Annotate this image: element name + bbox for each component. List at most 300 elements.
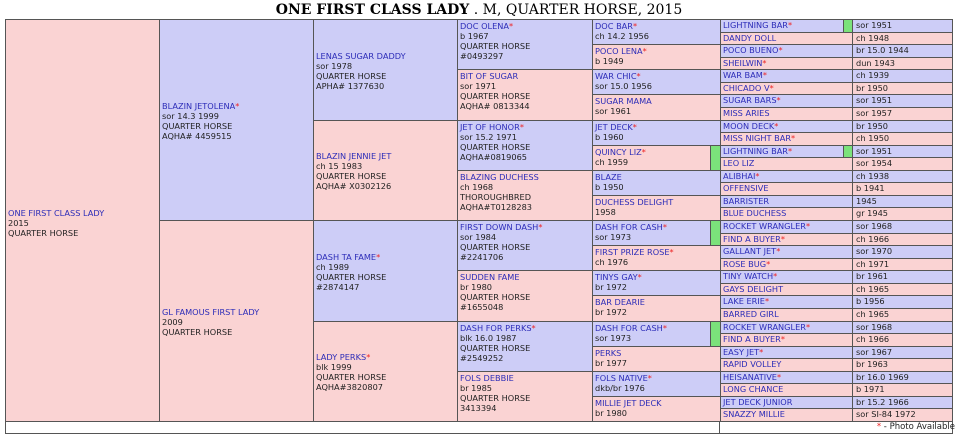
horse-detail-cell: b 1971 xyxy=(852,383,953,397)
photo-star-icon: * xyxy=(531,323,536,333)
gen6-horse-cell xyxy=(720,295,853,309)
horse-info xyxy=(460,373,590,413)
photo-star-icon: * xyxy=(759,347,764,357)
gen6-horse-cell xyxy=(720,69,853,83)
horse-detail-cell: 1945 xyxy=(852,195,953,208)
horse-info xyxy=(460,122,590,162)
horse-detail-cell: ch 1939 xyxy=(852,69,953,83)
gen4-horse-cell xyxy=(457,321,593,372)
photo-star-icon: * xyxy=(776,95,781,105)
photo-star-icon: * xyxy=(788,20,793,30)
horse-info xyxy=(316,151,391,191)
horse-detail-cell: sor 1957 xyxy=(852,107,953,121)
gen3-horse-cell xyxy=(313,120,458,221)
gen5-horse-cell xyxy=(592,321,721,347)
photo-star-icon: * xyxy=(508,21,514,31)
horse-name-link[interactable]: PERKS xyxy=(595,348,622,358)
photo-star-icon: * xyxy=(636,71,641,81)
horse-name-link[interactable]: DANDY DOLL xyxy=(723,33,777,43)
horse-info xyxy=(595,398,718,418)
horse-name-link[interactable]: LAKE ERIE xyxy=(723,296,765,306)
left-border xyxy=(5,421,6,434)
bottom-border xyxy=(5,433,953,434)
gen6-horse-cell xyxy=(720,207,853,221)
horse-detail-line: b 1967 xyxy=(460,31,489,41)
horse-name-link[interactable]: FOLS DEBBIE xyxy=(460,373,514,383)
horse-detail-cell: br 1950 xyxy=(852,82,953,95)
horse-detail-line: QUARTER HORSE xyxy=(460,142,531,152)
photo-star-icon: * xyxy=(662,222,667,232)
horse-detail-cell: sor 1967 xyxy=(852,346,953,359)
horse-detail-cell: dun 1943 xyxy=(852,57,953,70)
horse-detail-line: br 1972 xyxy=(595,282,628,292)
horse-name-link[interactable]: SHEILWIN xyxy=(723,58,763,68)
horse-name-link[interactable]: OFFENSIVE xyxy=(723,183,769,193)
horse-name-link[interactable]: LONG CHANCE xyxy=(723,384,784,394)
photo-star-icon: * xyxy=(366,352,371,362)
horse-name-link[interactable]: LENAS SUGAR DADDY xyxy=(316,51,406,61)
horse-name-line xyxy=(595,46,718,56)
horse-detail-line: QUARTER HORSE xyxy=(316,372,387,382)
horse-detail-line: sor 1971 xyxy=(460,81,497,91)
horse-detail-cell: sor 1951 xyxy=(852,19,953,33)
horse-detail-cell: ch 1965 xyxy=(852,308,953,322)
horse-name-link[interactable]: TINY WATCH xyxy=(723,271,774,281)
gen6-horse-cell xyxy=(720,308,853,322)
horse-detail-line: #2241706 xyxy=(460,252,504,262)
gen6-horse-cell xyxy=(720,132,853,146)
horse-info xyxy=(595,247,718,267)
horse-detail-line: QUARTER HORSE xyxy=(460,292,531,302)
horse-detail-cell: ch 1965 xyxy=(852,283,953,296)
horse-name-link[interactable]: ROCKET WRANGLER xyxy=(723,221,806,231)
gen5-horse-cell xyxy=(592,220,721,246)
horse-name-link[interactable]: SUGAR MAMA xyxy=(595,96,652,106)
horse-name-link[interactable]: QUINCY LIZ xyxy=(595,147,642,157)
horse-detail-line: QUARTER HORSE xyxy=(8,228,79,238)
horse-detail-cell: br 16.0 1969 xyxy=(852,371,953,384)
horse-name-title: ONE FIRST CLASS LADY xyxy=(275,2,470,18)
horse-detail-line: QUARTER HORSE xyxy=(316,171,387,181)
horse-name-line xyxy=(595,197,718,207)
horse-name-link[interactable]: GAYS DELIGHT xyxy=(723,284,784,294)
horse-info xyxy=(595,272,718,292)
gen4-horse-cell xyxy=(457,170,593,221)
horse-name-link[interactable]: SNAZZY MILLIE xyxy=(723,409,785,419)
horse-name-line xyxy=(460,172,590,182)
horse-name-line xyxy=(595,222,718,232)
horse-name-line xyxy=(595,272,718,282)
horse-detail-cell: sor 1968 xyxy=(852,321,953,334)
gen6-horse-cell xyxy=(720,182,853,196)
horse-name-line xyxy=(162,101,239,111)
gen1-horse-cell xyxy=(5,19,160,422)
gen6-horse-cell xyxy=(720,408,853,422)
horse-name-link[interactable]: GL FAMOUS FIRST LADY xyxy=(162,307,260,317)
horse-info xyxy=(595,122,718,142)
horse-name-line xyxy=(460,323,590,333)
photo-star-icon: * xyxy=(791,133,796,143)
horse-name-line xyxy=(595,21,718,31)
horse-name-line xyxy=(595,147,718,157)
horse-name-line xyxy=(316,151,391,161)
horse-name-link[interactable]: FOLS NATIVE xyxy=(595,373,648,383)
horse-info xyxy=(460,272,590,312)
gen6-horse-cell xyxy=(720,358,853,372)
horse-name-line xyxy=(595,172,718,182)
horse-detail-cell: gr 1945 xyxy=(852,207,953,221)
gen5-horse-cell xyxy=(592,145,721,171)
horse-info xyxy=(595,172,718,192)
horse-name-line xyxy=(595,96,718,106)
gen5-horse-cell xyxy=(592,371,721,397)
horse-detail-cell: sor SI-84 1972 xyxy=(852,408,953,422)
horse-name-link[interactable]: JET OF HONOR xyxy=(460,122,520,132)
horse-detail-line: sor 1984 xyxy=(460,232,497,242)
horse-name-link[interactable]: DOC OLENA xyxy=(460,21,509,31)
horse-detail-line: sor 1973 xyxy=(595,333,632,343)
horse-name-line xyxy=(316,51,406,61)
horse-name-link[interactable]: POCO LENA xyxy=(595,46,643,56)
horse-detail-line: AQHA#0819065 xyxy=(460,152,527,162)
gen5-horse-cell xyxy=(592,245,721,271)
horse-detail-line: QUARTER HORSE xyxy=(162,327,233,337)
photo-star-icon: * xyxy=(762,70,767,80)
horse-detail-line: #1655048 xyxy=(460,302,504,312)
horse-detail-line: br 1972 xyxy=(595,307,628,317)
horse-info xyxy=(460,172,590,212)
gen5-horse-cell xyxy=(592,19,721,45)
horse-name-link[interactable]: LEO LIZ xyxy=(723,158,755,168)
photo-star-icon: * xyxy=(235,101,240,111)
horse-detail-line: THOROUGHBRED xyxy=(460,192,532,202)
gen6-horse-cell xyxy=(720,383,853,397)
horse-detail-line: APHA# 1377630 xyxy=(316,81,385,91)
photo-star-icon: * xyxy=(637,272,642,282)
horse-name-link[interactable]: BARRED GIRL xyxy=(723,309,779,319)
gen2-horse-cell xyxy=(159,19,314,221)
photo-star-icon: * xyxy=(776,246,781,256)
horse-detail-line: sor 1978 xyxy=(316,61,353,71)
horse-detail-cell: sor 1968 xyxy=(852,220,953,234)
gen5-horse-cell xyxy=(592,170,721,196)
photo-star-icon: * xyxy=(766,259,771,269)
horse-name-line xyxy=(316,252,386,262)
horse-detail-line: br 1977 xyxy=(595,358,628,368)
horse-name-link[interactable]: MISS NIGHT BAR xyxy=(723,133,792,143)
horse-detail-cell: br 1963 xyxy=(852,358,953,372)
horse-detail-cell: ch 1938 xyxy=(852,170,953,183)
horse-detail-cell: br 1950 xyxy=(852,120,953,133)
photo-star-icon: * xyxy=(774,121,779,131)
gen6-horse-cell xyxy=(720,107,853,121)
horse-info xyxy=(460,222,590,262)
photo-star-icon: * xyxy=(762,58,767,68)
photo-star-icon: * xyxy=(780,334,785,344)
horse-detail-line: ch 1989 xyxy=(316,262,350,272)
horse-name-line xyxy=(595,71,718,81)
horse-name-link[interactable]: BLAZIN JETOLENA xyxy=(162,101,236,111)
horse-name-link[interactable]: FIRST DOWN DASH xyxy=(460,222,539,232)
gen5-horse-cell xyxy=(592,69,721,95)
horse-name-link[interactable]: DASH TA FAME xyxy=(316,252,377,262)
horse-name-link[interactable]: ONE FIRST CLASS LADY xyxy=(8,208,105,218)
horse-detail-cell: br 1961 xyxy=(852,270,953,284)
photo-star-icon: * xyxy=(780,234,785,244)
horse-name-link[interactable]: BIT OF SUGAR xyxy=(460,71,519,81)
photo-star-icon: * xyxy=(376,252,381,262)
gen5-horse-cell xyxy=(592,94,721,121)
horse-detail-line: ch 14.2 1956 xyxy=(595,31,649,41)
horse-detail-line: QUARTER HORSE xyxy=(316,272,387,282)
horse-detail-line: ch 1976 xyxy=(595,257,629,267)
horse-info xyxy=(316,252,386,292)
horse-info xyxy=(460,21,590,61)
horse-name-link[interactable]: JET DECK xyxy=(595,122,633,132)
photo-star-icon: * xyxy=(647,373,652,383)
horse-info xyxy=(162,307,259,337)
horse-detail-line: QUARTER HORSE xyxy=(162,121,233,131)
horse-detail-line: QUARTER HORSE xyxy=(316,71,387,81)
horse-detail-cell: b 1956 xyxy=(852,295,953,309)
horse-info xyxy=(316,51,406,91)
horse-info xyxy=(460,71,590,111)
gen5-horse-cell xyxy=(592,44,721,70)
horse-detail-line: QUARTER HORSE xyxy=(460,91,531,101)
photo-star-icon: * xyxy=(662,323,667,333)
gen4-horse-cell xyxy=(457,220,593,271)
horse-name-link[interactable]: BLAZE xyxy=(595,172,622,182)
horse-name-link[interactable]: BLAZIN JENNIE JET xyxy=(316,151,392,161)
horse-name-line xyxy=(595,297,718,307)
horse-detail-line: 1958 xyxy=(595,207,616,217)
horse-name-link[interactable]: CHICADO V xyxy=(723,83,770,93)
horse-detail-line: ch 1968 xyxy=(460,182,494,192)
horse-name-link[interactable]: WAR BAM xyxy=(723,70,763,80)
gen4-horse-cell xyxy=(457,120,593,171)
horse-detail-cell: br 15.0 1944 xyxy=(852,44,953,58)
gen5-horse-cell xyxy=(592,396,721,422)
horse-detail-line: b 1960 xyxy=(595,132,624,142)
horse-detail-line: AQHA#T0128283 xyxy=(460,202,532,212)
horse-info xyxy=(595,96,718,116)
horse-detail-line: br 1980 xyxy=(595,408,628,418)
horse-name-link[interactable]: WAR CHIC xyxy=(595,71,637,81)
horse-name-link[interactable]: BARRISTER xyxy=(723,196,770,206)
photo-star-icon: * xyxy=(876,422,882,432)
horse-info xyxy=(595,297,718,317)
gen6-horse-cell xyxy=(720,220,853,234)
horse-detail-line: b 1949 xyxy=(595,56,624,66)
horse-detail-line: QUARTER HORSE xyxy=(460,393,531,403)
horse-detail-cell: br 15.2 1966 xyxy=(852,396,953,409)
horse-name-link[interactable]: MOON DECK xyxy=(723,121,775,131)
horse-detail-line: #2874147 xyxy=(316,282,360,292)
gen6-horse-cell xyxy=(720,245,853,259)
gen6-horse-cell xyxy=(720,19,844,33)
horse-name-line xyxy=(595,348,718,358)
gen4-horse-cell xyxy=(457,69,593,121)
horse-info xyxy=(460,323,590,363)
horse-name-link[interactable]: FIND A BUYER xyxy=(723,234,781,244)
horse-detail-cell: ch 1971 xyxy=(852,258,953,271)
horse-detail-line: 2015 xyxy=(8,218,29,228)
horse-info xyxy=(316,352,386,392)
horse-name-link[interactable]: BAR DEARIE xyxy=(595,297,645,307)
horse-name-link[interactable]: HEISANATIVE xyxy=(723,372,777,382)
photo-star-icon: * xyxy=(632,21,638,31)
horse-name-link[interactable]: LADY PERKS xyxy=(316,352,367,362)
horse-detail-cell: b 1941 xyxy=(852,182,953,196)
horse-name-line xyxy=(460,122,590,132)
horse-detail-line: br 1980 xyxy=(460,282,493,292)
horse-info xyxy=(162,101,239,141)
horse-detail-line: sor 15.0 1956 xyxy=(595,81,652,91)
photo-star-icon: * xyxy=(632,122,637,132)
horse-name-link[interactable]: ROCKET WRANGLER xyxy=(723,322,806,332)
photo-star-icon: * xyxy=(773,271,778,281)
photo-star-icon: * xyxy=(755,171,760,181)
horse-name-link[interactable]: DUCHESS DELIGHT xyxy=(595,197,674,207)
horse-detail-line: AQHA#3820807 xyxy=(316,382,383,392)
gen2-horse-cell xyxy=(159,220,314,422)
horse-name-line xyxy=(316,352,386,362)
gen6-horse-cell xyxy=(720,94,853,108)
horse-detail-cell: ch 1950 xyxy=(852,132,953,146)
horse-name-line xyxy=(595,373,718,383)
photo-star-icon: * xyxy=(769,83,774,93)
horse-name-line xyxy=(460,71,590,81)
gen3-horse-cell xyxy=(313,220,458,322)
horse-name-link[interactable]: BLAZING DUCHESS xyxy=(460,172,539,182)
horse-name-link[interactable]: GALLANT JET xyxy=(723,246,777,256)
photo-legend-text: - Photo Available xyxy=(881,422,955,432)
horse-info xyxy=(595,147,718,167)
horse-detail-line: AQHA# 0813344 xyxy=(460,101,530,111)
horse-name-link[interactable]: FIND A BUYER xyxy=(723,334,781,344)
horse-name-link[interactable]: DOC BAR xyxy=(595,21,633,31)
horse-name-link[interactable]: LIGHTNING BAR xyxy=(723,146,788,156)
horse-info xyxy=(595,348,718,368)
gen6-horse-cell xyxy=(720,270,853,284)
gen6-horse-cell xyxy=(720,333,853,347)
photo-star-icon: * xyxy=(669,247,674,257)
horse-name-line xyxy=(595,323,718,333)
horse-detail-line: ch 15 1983 xyxy=(316,161,363,171)
horse-detail-cell: ch 1948 xyxy=(852,32,953,45)
horse-name-line xyxy=(460,373,590,383)
gen5-horse-cell xyxy=(592,195,721,221)
photo-star-icon: * xyxy=(538,222,543,232)
photo-star-icon: * xyxy=(764,296,770,306)
horse-detail-line: #0493297 xyxy=(460,51,504,61)
gen3-horse-cell xyxy=(313,321,458,422)
horse-detail-line: sor 1961 xyxy=(595,106,632,116)
photo-star-icon: * xyxy=(776,372,782,382)
photo-star-icon: * xyxy=(805,322,811,332)
horse-info xyxy=(595,222,718,242)
horse-name-link[interactable]: EASY JET xyxy=(723,347,760,357)
horse-name-link[interactable]: BLUE DUCHESS xyxy=(723,208,787,218)
gen5-horse-cell xyxy=(592,120,721,146)
horse-detail-line: sor 14.3 1999 xyxy=(162,111,219,121)
horse-name-line xyxy=(162,307,259,317)
horse-detail-line: blk 1999 xyxy=(316,362,352,372)
horse-name-link[interactable]: TINYS GAY xyxy=(595,272,638,282)
horse-name-line xyxy=(595,247,718,257)
horse-name-line xyxy=(595,398,718,408)
horse-detail-cell: sor 1951 xyxy=(852,145,953,158)
title-details: . M, QUARTER HORSE, 2015 xyxy=(469,2,683,18)
horse-detail-cell: ch 1966 xyxy=(852,233,953,246)
horse-name-link[interactable]: ALIBHAI xyxy=(723,171,756,181)
gen5-horse-cell xyxy=(592,346,721,372)
horse-detail-cell: sor 1970 xyxy=(852,245,953,259)
horse-name-link[interactable]: JET DECK JUNIOR xyxy=(723,397,793,407)
horse-info xyxy=(595,21,718,41)
horse-detail-line: 2009 xyxy=(162,317,183,327)
horse-name-line xyxy=(460,222,590,232)
horse-detail-line: sor 1973 xyxy=(595,232,632,242)
horse-detail-line: AQHA# X0302126 xyxy=(316,181,392,191)
horse-info xyxy=(595,197,718,217)
horse-name-link[interactable]: DASH FOR PERKS xyxy=(460,323,532,333)
horse-name-line xyxy=(595,122,718,132)
horse-name-link[interactable]: MISS ARIES xyxy=(723,108,770,118)
gen5-horse-cell xyxy=(592,270,721,296)
horse-info xyxy=(595,71,718,91)
photo-star-icon: * xyxy=(519,122,524,132)
horse-name-link[interactable]: DASH FOR CASH xyxy=(595,323,663,333)
photo-legend xyxy=(719,421,955,433)
horse-name-link[interactable]: SUGAR BARS xyxy=(723,95,777,105)
horse-name-link[interactable]: POCO BUENO xyxy=(723,45,779,55)
gen3-horse-cell xyxy=(313,19,458,121)
horse-info xyxy=(8,208,104,238)
horse-detail-cell: ch 1966 xyxy=(852,333,953,347)
photo-star-icon: * xyxy=(788,146,793,156)
horse-name-link[interactable]: DASH FOR CASH xyxy=(595,222,663,232)
horse-detail-line: #2549252 xyxy=(460,353,504,363)
horse-name-link[interactable]: MILLIE JET DECK xyxy=(595,398,662,408)
horse-detail-line: b 1950 xyxy=(595,182,624,192)
horse-detail-line: 3413394 xyxy=(460,403,497,413)
photo-star-icon: * xyxy=(805,221,811,231)
horse-detail-line: ch 1959 xyxy=(595,157,629,167)
horse-detail-line: br 1985 xyxy=(460,383,493,393)
horse-name-link[interactable]: SUDDEN FAME xyxy=(460,272,520,282)
photo-star-icon: * xyxy=(778,45,783,55)
gen6-horse-cell xyxy=(720,44,853,58)
horse-detail-line: blk 16.0 1987 xyxy=(460,333,517,343)
horse-name-line xyxy=(460,21,590,31)
gen5-horse-cell xyxy=(592,295,721,322)
horse-detail-line: QUARTER HORSE xyxy=(460,41,531,51)
horse-detail-cell: sor 1954 xyxy=(852,157,953,171)
gen6-horse-cell xyxy=(720,157,853,171)
horse-detail-line: QUARTER HORSE xyxy=(460,242,531,252)
horse-name-line xyxy=(8,208,104,218)
gen4-horse-cell xyxy=(457,270,593,322)
horse-detail-line: AQHA# 4459515 xyxy=(162,131,232,141)
horse-name-link[interactable]: LIGHTNING BAR xyxy=(723,20,788,30)
horse-name-link[interactable]: FIRST PRIZE ROSE xyxy=(595,247,670,257)
horse-name-link[interactable]: RAPID VOLLEY xyxy=(723,359,782,369)
horse-info xyxy=(595,323,718,343)
photo-star-icon: * xyxy=(641,147,646,157)
horse-detail-cell: sor 1951 xyxy=(852,94,953,108)
horse-name-link[interactable]: ROSE BUG xyxy=(723,259,767,269)
